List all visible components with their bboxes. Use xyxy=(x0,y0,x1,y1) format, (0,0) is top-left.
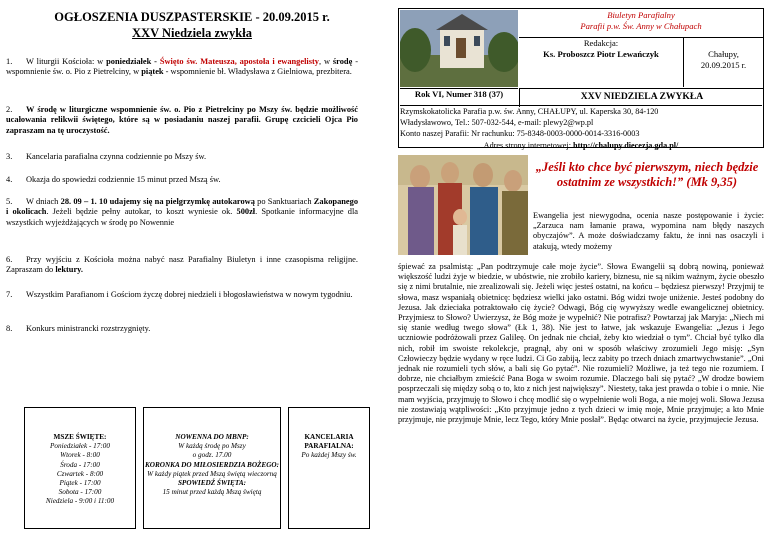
announcements-title: OGŁOSZENIA DUSZPASTERSKIE - 20.09.2015 r. xyxy=(54,10,330,24)
issue-number: Rok VI, Numer 318 (37) xyxy=(400,88,518,107)
sunday-title: XXV NIEDZIELA ZWYKŁA xyxy=(519,88,764,107)
novena-table: NOWENNA DO MBNP: W każdą środę po Mszy o godz. 17.00 KORONKA DO MIŁOSIERDZIA BOŻEGO: W każdy piątek przed Mszą świętą wieczorną SPOWIEDŹ ŚWIĘTA: 15 minut przed każdą Mszą świętą xyxy=(143,407,281,529)
masses-table: MSZE ŚWIĘTE: Poniedziałek - 17:00 Wtorek - 8:00 Środa - 17:00 Czwartek - 8:00 Piątek - 17:00 Sobota - 17:00 Niedziela - 9:00 i 11:00 xyxy=(24,407,136,529)
gospel-painting xyxy=(398,155,528,255)
issue-date: Chałupy, 20.09.2015 r. xyxy=(700,49,747,70)
website-link[interactable]: http://chalupy.diecezja.gda.pl/ xyxy=(573,140,679,150)
bulletin-name: Biuletyn Parafialny Parafii p.w. Św. Anny w Chałupach xyxy=(519,10,763,38)
announcement-4: 4. Okazja do spowiedzi codziennie 15 minut przed Mszą św. xyxy=(6,175,221,184)
editor-cell: Redakcja: Ks. Proboszcz Piotr Lewańczyk xyxy=(519,38,684,87)
announcement-5: 5. W dniach 28. 09 – 1. 10 udajemy się na pielgrzymkę autokarową po Sanktuariach Zakopanego i okolicach. Jeżeli będzie pełny autokar, to koszt wyniesie ok. 500zł. Spotkanie informacyjne dla wszystkich wyjeżdżających w środę po Nowennie xyxy=(6,197,359,227)
announcement-8: 8. Konkurs ministrancki rozstrzygnięty. xyxy=(6,324,151,333)
announcements-subtitle: XXV Niedziela zwykła xyxy=(132,26,252,40)
announcement-7: 7. Wszystkim Parafianom i Gościom życzę dobrej niedzieli i błogosławieństwa w nowym tygodniu. xyxy=(6,290,353,299)
announcement-3: 3. Kancelaria parafialna czynna codziennie po Mszy św. xyxy=(6,152,207,161)
office-table: KANCELARIA PARAFIALNA: Po każdej Mszy św. xyxy=(288,407,370,529)
schedule-tables xyxy=(24,407,370,529)
article-body: śpiewać za psalmistą: „Pan podtrzymuje całe moje życie”. Słowa Ewangelii są dobrą nowiną, ponieważ większość ludzi żyje w biedzie, w ubóstwie, nie zrobiło kariery, biznesu, nie są nikim ważnym, życie obeszło się z nimi brutalnie, nie zrealizowali się. Jeżeli więc jesteś ostatni, na końcu – będziesz pierwszy! Przyjmij te słowa, masz wspaniałą obietnicę: będziesz wielki jako ostatni. Bóg widzi twoje uniżenie. Jesteś podobny do Jezusa. Jak dzieciaka potraktowało cię życie? Odwagi, Bóg cię wywyższy wedle ewangelicznej obietnicy. Przyjmiesz to Słowo? Uwierzysz, że Bóg może je wypełnić? Nie potrafisz? Powtarzaj jak Maryja: „Niech mi się stanie według twego słowa” (Łk 1, 38). Nie jest to łatwe, jak wskazuje Ewangelia: „Jezus i Jego uczniowie podróżowali przez Galileę. On jednak nie chciał, żeby kto wiedział o tym”. Chciał być tylko dla nich, robił im swoiste rekolekcje, pragnął, aby oni w sposób właściwy zrozumieli Jego misję: „Syn Człowieczy będzie wydany w ręce ludzi. Ci Go zabiją, lecz zabity po trzech dniach zmartwychwstanie”. „Oni jednak nie rozumieli tych słów, a bali się Go pytać”. Nie rozumieli? Możliwe, ja też tego nie rozumiem. I dobrze, nie chciałbym zmieścić Pana Boga w swoim rozumie. Dlaczego bali się pytać? „W drodze bowiem posprzeczali się między sobą o to, kto z nich jest największy”. Niestety, taka jest prawda o tobie i o mnie. Nie mam wyjścia, przyjmuję to Słowo i chcę modlić się o wypełnienie woli Boga, a nie mojej woli. Słowa Jezusa nie zostawiają wątpliwości: „Kto przyjmuje jedno z tych dzieci w imię moje, Mnie przyjmuje; a kto Mnie przyjmuje, nie przyjmuje Mnie, lecz Tego, który Mnie posłał”. Będąc otwarci na życie, przyjmujecie Jezusa. xyxy=(398,262,764,425)
announcement-1: 1. W liturgii Kościoła: w poniedziałek - Święto św. Mateusza, apostoła i ewangelisty, w środę - wspomnienie św. o. Pio z Pietrelciny, w piątek - wspomnienie bł. Władysława z Gielniowa, prezbitera. xyxy=(6,57,358,77)
gospel-quote: „Jeśli kto chce być pierwszym, niech będzie ostatnim ze wszystkich!” (Mk 9,35) xyxy=(535,160,759,189)
article-intro: Ewangelia jest niewygodna, ocenia nasze postępowanie i życie: „Zarzuca nam łamanie prawa, wypomina nam błędy naszych obyczajów”. A może doświadczamy faktu, że inni nas osaczyli i atakują, wtedy możemy xyxy=(533,211,764,251)
parish-info: Rzymskokatolicka Parafia p.w. św. Anny, CHAŁUPY, ul. Kaperska 30, 84-120 Władysławowo, Tel.: 507-032-544, e-mail: plewy2@wp.pl Konto naszej Parafii: Nr rachunku: 75-8348-0003-0000-0014-3316-0003 Adres strony internetowej: http://chalupy.diecezja.gda.pl/ xyxy=(400,105,762,151)
bulletin-header xyxy=(398,8,764,148)
announcement-2: 2. W środę w liturgiczne wspomnienie św. o. Pio z Pietrelciny po Mszy św. będzie możliwość ucałowania relikwii świętego, które są w posiadaniu naszej parafii. Grupę czcicieli Ojca Pio zapraszam na tę uroczystość. xyxy=(6,105,358,135)
announcement-6: 6. Przy wyjściu z Kościoła można nabyć nasz Parafialny Biuletyn i inne czasopisma religijne. Zapraszam do lektury. xyxy=(6,255,358,275)
church-photo xyxy=(400,10,518,87)
